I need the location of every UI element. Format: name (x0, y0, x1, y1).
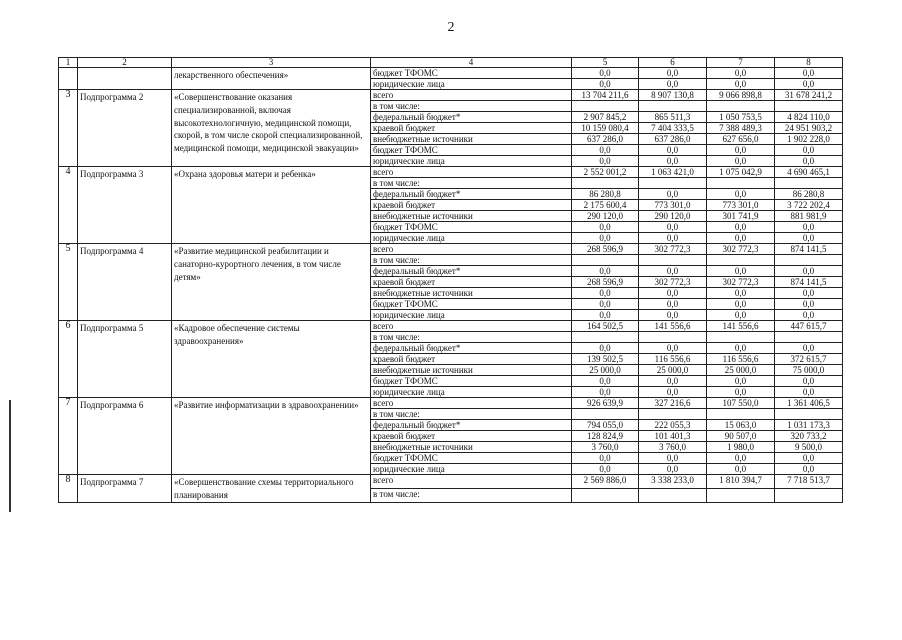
value-col7 (707, 409, 775, 420)
value-col8: 0,0 (775, 310, 843, 321)
source-cell: юридические лица (371, 387, 572, 398)
value-col8: 0,0 (775, 266, 843, 277)
value-col8: 1 361 406,5 (775, 398, 843, 409)
value-col8: 31 678 241,2 (775, 90, 843, 101)
value-col6: 302 772,3 (639, 244, 707, 255)
value-col5: 0,0 (572, 453, 639, 464)
value-col5: 0,0 (572, 387, 639, 398)
value-col7: 0,0 (707, 376, 775, 387)
value-col7: 107 550,0 (707, 398, 775, 409)
table-row (59, 68, 843, 79)
value-col6: 0,0 (639, 464, 707, 475)
value-col8: 0,0 (775, 343, 843, 354)
value-col7 (707, 101, 775, 112)
value-col8: 1 902 228,0 (775, 134, 843, 145)
value-col7: 0,0 (707, 156, 775, 167)
value-col6: 0,0 (639, 145, 707, 156)
value-col5: 794 055,0 (572, 420, 639, 431)
program-name-cell: Подпрограмма 6 (78, 398, 172, 475)
value-col5: 128 824,9 (572, 431, 639, 442)
value-col6 (639, 409, 707, 420)
value-col6: 0,0 (639, 453, 707, 464)
column-header: 3 (172, 58, 371, 68)
value-col6: 302 772,3 (639, 277, 707, 288)
value-col7: 0,0 (707, 145, 775, 156)
value-col7 (707, 488, 775, 502)
value-col5: 637 286,0 (572, 134, 639, 145)
value-col6: 3 760,0 (639, 442, 707, 453)
value-col6 (639, 255, 707, 266)
value-col6: 773 301,0 (639, 200, 707, 211)
value-col8: 0,0 (775, 145, 843, 156)
value-col6: 0,0 (639, 299, 707, 310)
value-col8 (775, 409, 843, 420)
program-number-cell: 7 (59, 398, 78, 475)
value-col8: 24 951 903,2 (775, 123, 843, 134)
source-cell: федеральный бюджет* (371, 189, 572, 200)
value-col5: 2 569 886,0 (572, 475, 639, 489)
value-col8: 3 722 202,4 (775, 200, 843, 211)
value-col8 (775, 178, 843, 189)
value-col8: 9 500,0 (775, 442, 843, 453)
source-cell: в том числе: (371, 409, 572, 420)
value-col7: 0,0 (707, 222, 775, 233)
value-col8: 447 615,7 (775, 321, 843, 332)
column-header: 4 (371, 58, 572, 68)
program-description-cell: «Охрана здоровья матери и ребенка» (172, 167, 371, 244)
value-col7: 0,0 (707, 79, 775, 90)
value-col5: 0,0 (572, 156, 639, 167)
source-cell: краевой бюджет (371, 354, 572, 365)
value-col8: 0,0 (775, 453, 843, 464)
value-col8: 0,0 (775, 376, 843, 387)
program-number-cell: 8 (59, 475, 78, 503)
source-cell: бюджет ТФОМС (371, 299, 572, 310)
source-cell: юридические лица (371, 156, 572, 167)
value-col7: 90 507,0 (707, 431, 775, 442)
value-col5 (572, 101, 639, 112)
source-cell: юридические лица (371, 79, 572, 90)
program-description-cell: «Совершенствование схемы территориального планирования (172, 475, 371, 503)
source-cell: федеральный бюджет* (371, 112, 572, 123)
source-cell: в том числе: (371, 178, 572, 189)
margin-mark (9, 400, 11, 512)
value-col7: 141 556,6 (707, 321, 775, 332)
value-col8: 86 280,8 (775, 189, 843, 200)
value-col6 (639, 488, 707, 502)
value-col7: 773 301,0 (707, 200, 775, 211)
program-name-cell: Подпрограмма 5 (78, 321, 172, 398)
value-col7: 301 741,9 (707, 211, 775, 222)
value-col5: 139 502,5 (572, 354, 639, 365)
source-cell: в том числе: (371, 488, 572, 502)
program-number-cell: 5 (59, 244, 78, 321)
value-col5: 0,0 (572, 233, 639, 244)
value-col8: 4 690 465,1 (775, 167, 843, 178)
column-header: 1 (59, 58, 78, 68)
page-number: 2 (447, 20, 455, 35)
value-col6: 0,0 (639, 68, 707, 79)
value-col6: 0,0 (639, 376, 707, 387)
source-cell: всего (371, 321, 572, 332)
source-cell: всего (371, 167, 572, 178)
column-header: 5 (572, 58, 639, 68)
column-header: 2 (78, 58, 172, 68)
value-col6: 637 286,0 (639, 134, 707, 145)
column-header: 8 (775, 58, 843, 68)
source-cell: краевой бюджет (371, 123, 572, 134)
value-col8: 0,0 (775, 156, 843, 167)
column-header: 6 (639, 58, 707, 68)
value-col8: 7 718 513,7 (775, 475, 843, 489)
value-col5: 2 552 001,2 (572, 167, 639, 178)
source-cell: бюджет ТФОМС (371, 222, 572, 233)
table-row (59, 321, 843, 332)
value-col8: 4 824 110,0 (775, 112, 843, 123)
source-cell: бюджет ТФОМС (371, 145, 572, 156)
source-cell: всего (371, 244, 572, 255)
program-number-cell: 6 (59, 321, 78, 398)
value-col7: 0,0 (707, 189, 775, 200)
program-description-cell: «Развитие медицинской реабилитации и санаторно-курортного лечения, в том числе детям» (172, 244, 371, 321)
value-col8: 320 733,2 (775, 431, 843, 442)
value-col6: 7 404 333,5 (639, 123, 707, 134)
value-col5: 0,0 (572, 299, 639, 310)
value-col6: 1 063 421,0 (639, 167, 707, 178)
program-description-cell: «Кадровое обеспечение системы здравоохранения» (172, 321, 371, 398)
source-cell: краевой бюджет (371, 277, 572, 288)
value-col8 (775, 101, 843, 112)
value-col5 (572, 488, 639, 502)
value-col5 (572, 409, 639, 420)
value-col8: 1 031 173,3 (775, 420, 843, 431)
value-col8: 874 141,5 (775, 244, 843, 255)
value-col7: 0,0 (707, 68, 775, 79)
value-col5: 290 120,0 (572, 211, 639, 222)
value-col6: 222 055,3 (639, 420, 707, 431)
table-row (59, 90, 843, 101)
value-col8: 0,0 (775, 233, 843, 244)
source-cell: федеральный бюджет* (371, 266, 572, 277)
value-col8 (775, 488, 843, 502)
program-name-cell (78, 68, 172, 90)
program-name-cell: Подпрограмма 2 (78, 90, 172, 167)
value-col5: 13 704 211,6 (572, 90, 639, 101)
source-cell: краевой бюджет (371, 431, 572, 442)
value-col6: 141 556,6 (639, 321, 707, 332)
value-col6: 101 401,3 (639, 431, 707, 442)
value-col7: 302 772,3 (707, 277, 775, 288)
value-col7: 1 075 042,9 (707, 167, 775, 178)
value-col5 (572, 178, 639, 189)
value-col7: 15 063,0 (707, 420, 775, 431)
value-col5: 2 907 845,2 (572, 112, 639, 123)
value-col8: 0,0 (775, 222, 843, 233)
value-col6: 0,0 (639, 233, 707, 244)
value-col7: 1 050 753,5 (707, 112, 775, 123)
table-row (59, 167, 843, 178)
program-description-cell: «Развитие информатизации в здравоохранении» (172, 398, 371, 475)
budget-table (58, 57, 843, 503)
value-col8: 75 000,0 (775, 365, 843, 376)
value-col5: 3 760,0 (572, 442, 639, 453)
source-cell: всего (371, 398, 572, 409)
column-header: 7 (707, 58, 775, 68)
table-row (59, 398, 843, 409)
value-col6 (639, 178, 707, 189)
value-col8: 0,0 (775, 288, 843, 299)
value-col7: 0,0 (707, 453, 775, 464)
source-cell: бюджет ТФОМС (371, 453, 572, 464)
value-col6: 327 216,6 (639, 398, 707, 409)
source-cell: внебюджетные источники (371, 365, 572, 376)
value-col6: 0,0 (639, 387, 707, 398)
value-col5: 0,0 (572, 79, 639, 90)
value-col6: 25 000,0 (639, 365, 707, 376)
value-col8: 0,0 (775, 79, 843, 90)
source-cell: федеральный бюджет* (371, 420, 572, 431)
source-cell: юридические лица (371, 233, 572, 244)
value-col7: 1 810 394,7 (707, 475, 775, 489)
value-col6 (639, 332, 707, 343)
value-col5: 0,0 (572, 310, 639, 321)
value-col7 (707, 255, 775, 266)
program-description-cell: лекарственного обеспечения» (172, 68, 371, 90)
source-cell: бюджет ТФОМС (371, 376, 572, 387)
program-number-cell: 3 (59, 90, 78, 167)
value-col7: 0,0 (707, 343, 775, 354)
program-description-cell: «Совершенствование оказания специализированной, включая высокотехнологичную, медицинской помощи, скорой, в том числе скорой специализированной, медицинской помощи, медицинской эвакуации» (172, 90, 371, 167)
source-cell: юридические лица (371, 310, 572, 321)
value-col5: 2 175 600,4 (572, 200, 639, 211)
value-col5 (572, 332, 639, 343)
value-col7: 0,0 (707, 299, 775, 310)
value-col7: 0,0 (707, 233, 775, 244)
value-col6: 0,0 (639, 288, 707, 299)
value-col5: 0,0 (572, 68, 639, 79)
value-col7: 9 066 898,8 (707, 90, 775, 101)
table-row (59, 244, 843, 255)
source-cell: юридические лица (371, 464, 572, 475)
value-col7: 0,0 (707, 310, 775, 321)
source-cell: внебюджетные источники (371, 442, 572, 453)
value-col8: 874 141,5 (775, 277, 843, 288)
header-row (59, 58, 843, 68)
program-number-cell: 4 (59, 167, 78, 244)
value-col7: 627 656,0 (707, 134, 775, 145)
value-col5: 0,0 (572, 145, 639, 156)
value-col8: 0,0 (775, 299, 843, 310)
source-cell: внебюджетные источники (371, 211, 572, 222)
value-col6: 8 907 130,8 (639, 90, 707, 101)
program-number-cell (59, 68, 78, 90)
value-col7: 0,0 (707, 266, 775, 277)
value-col5: 10 159 080,4 (572, 123, 639, 134)
value-col5: 0,0 (572, 464, 639, 475)
source-cell: федеральный бюджет* (371, 343, 572, 354)
value-col6: 0,0 (639, 266, 707, 277)
table-row (59, 475, 843, 489)
value-col7: 0,0 (707, 464, 775, 475)
value-col6: 290 120,0 (639, 211, 707, 222)
value-col7 (707, 178, 775, 189)
value-col6: 0,0 (639, 222, 707, 233)
value-col5: 0,0 (572, 288, 639, 299)
value-col6: 865 511,3 (639, 112, 707, 123)
value-col6: 116 556,6 (639, 354, 707, 365)
value-col6 (639, 101, 707, 112)
source-cell: внебюджетные источники (371, 288, 572, 299)
value-col7: 1 980,0 (707, 442, 775, 453)
source-cell: в том числе: (371, 101, 572, 112)
value-col6: 0,0 (639, 189, 707, 200)
value-col6: 0,0 (639, 310, 707, 321)
source-cell: бюджет ТФОМС (371, 68, 572, 79)
value-col5: 0,0 (572, 343, 639, 354)
program-name-cell: Подпрограмма 3 (78, 167, 172, 244)
value-col5: 0,0 (572, 376, 639, 387)
program-name-cell: Подпрограмма 7 (78, 475, 172, 503)
value-col5: 268 596,9 (572, 277, 639, 288)
value-col8 (775, 255, 843, 266)
value-col7: 302 772,3 (707, 244, 775, 255)
value-col6: 3 338 233,0 (639, 475, 707, 489)
source-cell: всего (371, 90, 572, 101)
value-col8: 0,0 (775, 68, 843, 79)
program-name-cell: Подпрограмма 4 (78, 244, 172, 321)
value-col6: 0,0 (639, 79, 707, 90)
value-col8: 0,0 (775, 387, 843, 398)
value-col8: 0,0 (775, 464, 843, 475)
value-col7: 0,0 (707, 288, 775, 299)
value-col5: 0,0 (572, 222, 639, 233)
value-col5: 25 000,0 (572, 365, 639, 376)
value-col8: 372 615,7 (775, 354, 843, 365)
value-col5: 164 502,5 (572, 321, 639, 332)
value-col8: 881 981,9 (775, 211, 843, 222)
value-col7: 25 000,0 (707, 365, 775, 376)
value-col5: 0,0 (572, 266, 639, 277)
source-cell: в том числе: (371, 255, 572, 266)
value-col5: 86 280,8 (572, 189, 639, 200)
value-col8 (775, 332, 843, 343)
value-col7: 0,0 (707, 387, 775, 398)
source-cell: краевой бюджет (371, 200, 572, 211)
value-col7 (707, 332, 775, 343)
source-cell: всего (371, 475, 572, 489)
value-col5 (572, 255, 639, 266)
value-col7: 116 556,6 (707, 354, 775, 365)
value-col6: 0,0 (639, 156, 707, 167)
value-col7: 7 388 489,3 (707, 123, 775, 134)
value-col5: 926 639,9 (572, 398, 639, 409)
value-col5: 268 596,9 (572, 244, 639, 255)
source-cell: внебюджетные источники (371, 134, 572, 145)
source-cell: в том числе: (371, 332, 572, 343)
value-col6: 0,0 (639, 343, 707, 354)
